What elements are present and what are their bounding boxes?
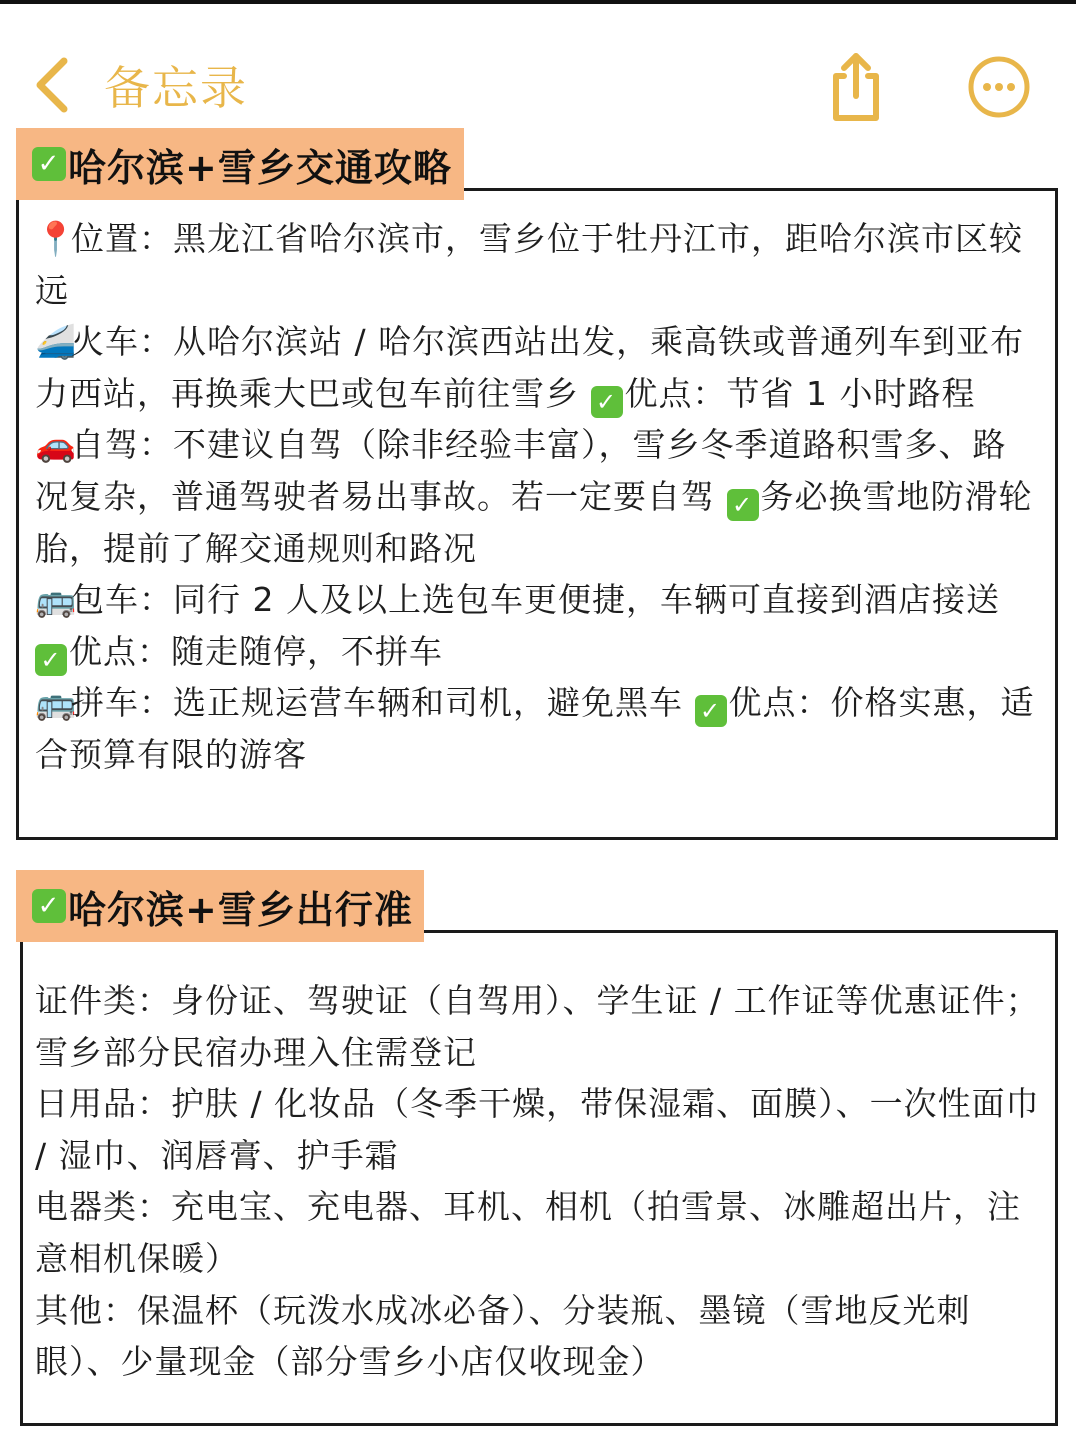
more-options-button[interactable]	[966, 54, 1032, 120]
train-item	[35, 316, 1035, 419]
item-text: 黑龙江省哈尔滨市，雪乡位于牡丹江市，距哈尔滨市区较远	[35, 219, 1023, 310]
item-lead: 其他：	[35, 1290, 137, 1330]
toiletries-item	[35, 1078, 1051, 1181]
check-icon: ✓	[695, 695, 727, 727]
train-icon: 🚄	[35, 322, 78, 362]
item-text: 不建议自驾（除非经验丰富），雪乡冬季道路积雪多、路况复杂，普通驾驶者易出事故。若一定要自驾	[35, 425, 1007, 516]
check-icon: ✓	[727, 489, 759, 521]
section1-body	[35, 213, 1035, 781]
item-tip: 优点：节省 1 小时路程	[624, 373, 976, 413]
item-lead: 包车：	[71, 580, 173, 620]
nav-title[interactable]: 备忘录	[104, 61, 248, 115]
carpool-item	[35, 677, 1035, 780]
bus-icon: 🚌	[35, 683, 78, 723]
check-icon: ✓	[591, 386, 623, 418]
section1-box	[16, 188, 1058, 840]
documents-item	[35, 975, 1051, 1078]
section1-title: 哈尔滨+雪乡交通攻略	[68, 145, 452, 190]
chevron-left-icon	[32, 55, 72, 115]
share-button[interactable]	[824, 48, 888, 124]
others-item	[35, 1285, 1051, 1388]
location-item	[35, 213, 1035, 316]
drive-item	[35, 419, 1035, 574]
nav-bar	[0, 40, 1076, 140]
section2-body	[35, 975, 1051, 1388]
item-lead: 火车：	[71, 322, 173, 362]
check-icon: ✓	[32, 889, 66, 923]
item-text: 充电宝、充电器、耳机、相机（拍雪景、冰雕超出片，注意相机保暖）	[35, 1187, 1021, 1278]
top-edge-line	[0, 0, 1076, 4]
item-lead: 日用品：	[35, 1084, 171, 1124]
pin-icon: 📍	[35, 219, 78, 258]
item-tip: 优点：价格实惠，适合预算有限的游客	[35, 683, 1035, 774]
more-icon	[966, 54, 1032, 120]
item-text: 从哈尔滨站 / 哈尔滨西站出发，乘高铁或普通列车到亚布力西站，再换乘大巴或包车前往雪乡	[35, 322, 1025, 413]
item-lead: 证件类：	[35, 981, 171, 1020]
item-lead: 位置：	[71, 219, 173, 258]
section2-title: 哈尔滨+雪乡出行准	[68, 887, 413, 932]
share-icon	[824, 48, 888, 124]
item-text: 身份证、驾驶证（自驾用）、学生证 / 工作证等优惠证件；雪乡部分民宿办理入住需登记	[35, 981, 1040, 1072]
item-lead: 拼车：	[71, 683, 173, 723]
car-icon: 🚗	[35, 425, 78, 465]
charter-item	[35, 574, 1035, 677]
item-lead: 自驾：	[71, 425, 173, 465]
item-text: 护肤 / 化妆品（冬季干燥，带保湿霜、面膜）、一次性面巾 / 湿巾、润唇膏、护手霜	[35, 1084, 1040, 1175]
section1-header	[16, 128, 464, 200]
item-tip: 务必换雪地防滑轮胎，提前了解交通规则和路况	[35, 476, 1033, 568]
check-icon: ✓	[35, 644, 67, 676]
back-button[interactable]	[22, 50, 82, 120]
item-text: 选正规运营车辆和司机，避免黑车	[173, 683, 683, 723]
electronics-item	[35, 1181, 1051, 1284]
section2-header	[16, 870, 424, 942]
item-text: 同行 2 人及以上选包车更便捷，车辆可直接到酒店接送	[173, 580, 1000, 620]
section2-box	[20, 930, 1058, 1426]
bus-icon: 🚌	[35, 580, 78, 620]
item-tip: 优点：随走随停，不拼车	[69, 631, 443, 671]
item-text: 保温杯（玩泼水成冰必备）、分装瓶、墨镜（雪地反光刺眼）、少量现金（部分雪乡小店仅收现金）	[35, 1290, 971, 1382]
check-icon: ✓	[32, 147, 66, 181]
item-lead: 电器类：	[35, 1187, 171, 1227]
